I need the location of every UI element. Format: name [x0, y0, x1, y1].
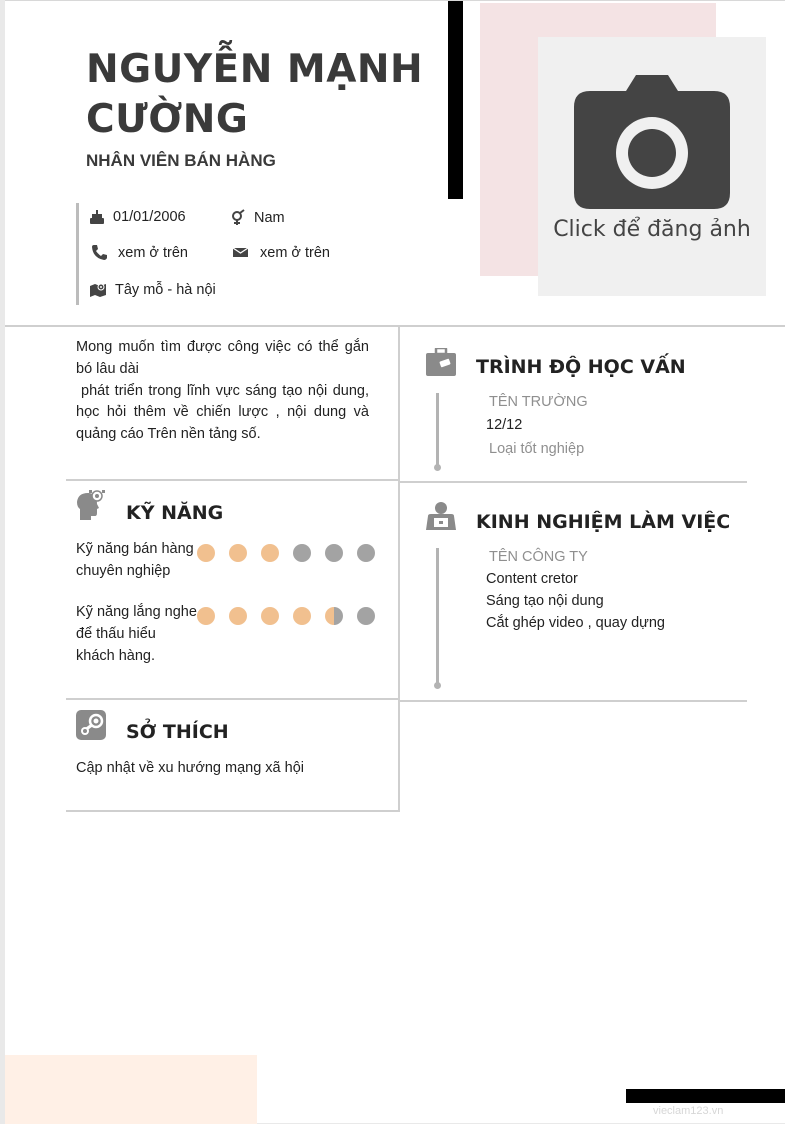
skill-rating-dot: [229, 544, 247, 562]
birthday-cake-icon: [89, 209, 105, 225]
info-accent-bar: [76, 203, 79, 305]
education-detail[interactable]: 12/12: [486, 417, 523, 433]
experience-title[interactable]: KINH NGHIỆM LÀM VIỆC: [476, 511, 731, 533]
watermark: vieclam123.vn: [653, 1105, 724, 1117]
education-divider: [400, 481, 747, 483]
skill-1-rating[interactable]: [197, 544, 389, 562]
skill-rating-dot: [357, 544, 375, 562]
skill-rating-dot: [293, 607, 311, 625]
skills-divider: [66, 698, 399, 700]
hobbies-title[interactable]: SỞ THÍCH: [126, 721, 229, 743]
graduation-grade[interactable]: Loại tốt nghiệp: [489, 441, 585, 457]
skill-rating-dot: [293, 544, 311, 562]
briefcase-icon: [426, 348, 456, 376]
skill-rating-dot: [261, 607, 279, 625]
job-title[interactable]: NHÂN VIÊN BÁN HÀNG: [86, 151, 276, 170]
header-accent-bar: [448, 1, 463, 199]
skill-rating-dot: [325, 544, 343, 562]
email-icon: [232, 244, 249, 261]
company-name[interactable]: TÊN CÔNG TY: [489, 549, 588, 565]
school-name[interactable]: TÊN TRƯỜNG: [489, 394, 588, 410]
skill-1-label[interactable]: Kỹ năng bán hàng chuyên nghiệp: [76, 541, 194, 579]
phone-item: [91, 244, 188, 261]
experience-description[interactable]: [486, 568, 665, 634]
gender-icon: [231, 209, 246, 226]
objective-line-2: phát triển trong lĩnh vực sáng tạo nội dung, học hỏi thêm về chiến lược , nội dung và quảng cáo Trên nền tảng số.: [76, 382, 369, 443]
experience-timeline-dot: [434, 682, 441, 689]
education-timeline: [436, 393, 439, 467]
photo-upload-box[interactable]: [538, 37, 766, 296]
camera-icon: [574, 75, 730, 209]
objective-divider: [66, 479, 399, 481]
experience-divider: [400, 700, 747, 702]
skill-rating-dot: [197, 544, 215, 562]
birthday-value[interactable]: 01/01/2006: [113, 209, 186, 225]
email-value[interactable]: xem ở trên: [260, 244, 330, 261]
skill-rating-dot: [357, 607, 375, 625]
skills-title[interactable]: KỸ NĂNG: [126, 502, 224, 524]
birthday-item: [89, 209, 186, 225]
address-value[interactable]: Tây mỗ - hà nội: [115, 281, 216, 298]
phone-icon: [91, 244, 108, 261]
header-divider: [5, 325, 785, 327]
experience-line: Sáng tạo nội dung: [486, 593, 604, 609]
skill-rating-dot: [229, 607, 247, 625]
experience-line: Content cretor: [486, 571, 578, 587]
photo-upload-caption: Click để đăng ảnh: [553, 217, 751, 242]
phone-value[interactable]: xem ở trên: [118, 244, 188, 261]
work-icon: [426, 502, 456, 530]
skill-rating-dot: [197, 607, 215, 625]
career-objective[interactable]: [76, 337, 369, 446]
map-marker-icon: [89, 281, 107, 298]
footer-accent-bar: [626, 1089, 785, 1103]
experience-timeline: [436, 548, 439, 685]
experience-line: Cắt ghép video , quay dựng: [486, 615, 665, 631]
gender-item: [231, 209, 285, 226]
skill-2-rating[interactable]: [197, 607, 389, 625]
education-title[interactable]: TRÌNH ĐỘ HỌC VẤN: [476, 356, 686, 378]
gender-value[interactable]: Nam: [254, 209, 285, 226]
candidate-name[interactable]: NGUYỄN MẠNH CƯỜNG: [86, 47, 424, 142]
skill-2-label[interactable]: Kỹ năng lắng nghe để thấu hiểu khách hàng.: [76, 604, 197, 664]
objective-line-1: Mong muốn tìm được công việc có thể gắn bó lâu dài: [76, 339, 369, 377]
email-item: [232, 244, 330, 261]
column-divider: [398, 326, 400, 812]
hobbies-text[interactable]: Cập nhật về xu hướng mạng xã hội: [76, 760, 304, 776]
hobbies-divider: [66, 810, 399, 812]
steam-icon: [76, 710, 106, 740]
skill-rating-dot: [325, 607, 343, 625]
cv-page: [5, 0, 785, 1123]
skill-rating-dot: [261, 544, 279, 562]
skills-head-icon: [76, 489, 106, 521]
education-timeline-dot: [434, 464, 441, 471]
footer-peach-block: [5, 1055, 257, 1124]
address-item: [89, 281, 216, 298]
